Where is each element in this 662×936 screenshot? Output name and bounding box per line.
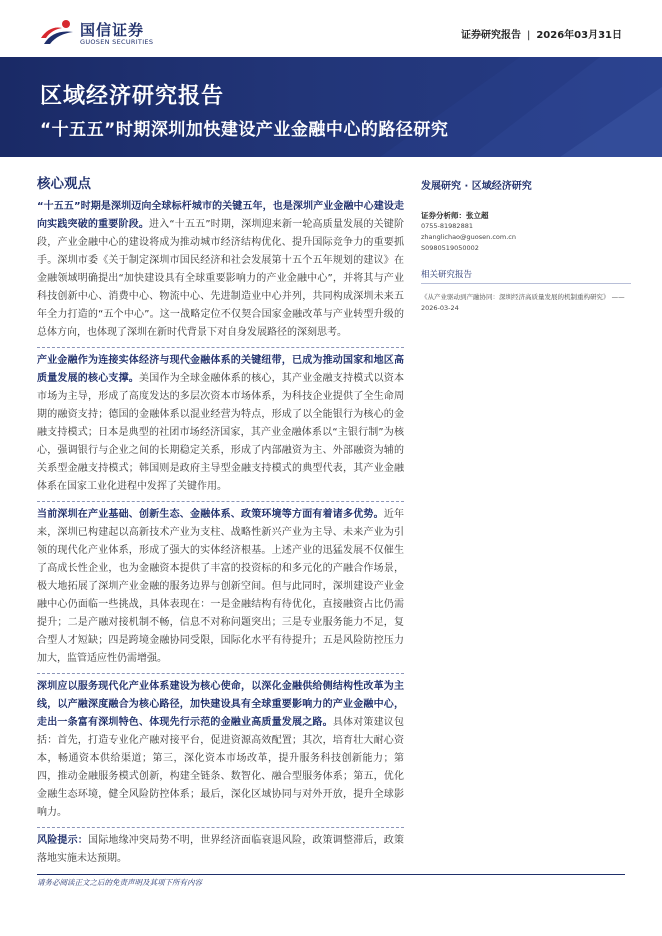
paragraph-highlight: “十五五”时期是深圳迈向全球标杆城市的关键五年，也是深圳产业金融中心建设走向实践突破的重要阶段。 [37, 201, 404, 230]
related-reports-heading: 相关研究报告 [421, 268, 631, 284]
title-banner [0, 57, 662, 157]
paragraph-highlight: 深圳应以服务现代化产业体系建设为核心使命，以深化金融供给侧结构性改革为主线，以产融深度融合为核心路径，加快建设具有全球重要影响力的产业金融中心，走出一条富有深圳特色、体现先行示范的金融业高质量发展之路。 [37, 681, 404, 728]
paragraph-1 [37, 198, 404, 342]
analyst-cert-number: S0980519050002 [421, 244, 479, 252]
related-report-link[interactable]: 《从产业驱动到产融协同：深圳经济高质量发展的机制重构研究》 ——2026-03-24 [421, 293, 625, 312]
analyst-name: 证券分析师：张立超 [421, 211, 489, 220]
report-subtitle: “十五五”时期深圳加快建设产业金融中心的路径研究 [40, 120, 449, 140]
paragraph-4 [37, 678, 404, 822]
divider [37, 501, 404, 502]
report-meta [461, 26, 622, 41]
paragraph-body: 美国作为全球金融体系的核心，其产业金融支持模式以资本市场为主导，形成了高度发达的多层次资本市场体系，为科技企业提供了全生命周期的融资支持；德国的金融体系以混业经营为特点，形成了以全能银行为核心的金融支持模式；日本是典型的社团市场经济国家，其产业金融体系以“主银行制”为核心，强调银行与企业之间的长期稳定关系，形成了内部融资为主、外部融资为辅的关系型金融支持模式；韩国则是政府主导型金融支持模式的典型代表，其产业金融体系在国家工业化进程中发挥了关键作用。 [37, 373, 404, 492]
divider [37, 673, 404, 674]
section-title: 核心观点 [37, 176, 91, 192]
report-date: 2026年03月31日 [536, 30, 622, 41]
logo-english-name: GUOSEN SECURITIES [80, 38, 154, 46]
guosen-logo-icon [40, 18, 74, 46]
divider [37, 827, 404, 828]
paragraph-body: 具体对策建议包括：首先，打造专业化产融对接平台，促进资源高效配置；其次，培育壮大耐心资本，畅通资本供给渠道；第三，深化资本市场改革，提升服务科技创新能力；第四，推动金融服务模式创新，构建全链条、数智化、融合型服务体系；第五，优化金融生态环境，健全风险防控体系；最后，深化区域协同与对外开放，提升全球影响力。 [37, 717, 405, 818]
paragraph-body: 近年来，深圳已构建起以高新技术产业为支柱、战略性新兴产业为主导、未来产业为引领的现代化产业体系，形成了强大的实体经济根基。上述产业的迅猛发展不仅催生了高成长性企业，也为金融资本提供了丰富的投资标的和多元化的产融合作场景，极大地拓展了深圳产业金融的服务边界与创新空间。但与此同时，深圳建设产业金融中心仍面临一些挑战，具体表现在：一是金融结构有待优化，直接融资占比仍需提升；二是产融对接机制不畅，信息不对称问题突出；三是专业服务能力不足，复合型人才短缺；四是跨境金融协同受限，国际化水平有待提升；五是风险防控压力加大，监管适应性仍需增强。 [37, 509, 405, 664]
analyst-phone: 0755-81982881 [421, 222, 473, 230]
core-views [37, 172, 404, 868]
logo [40, 18, 180, 48]
paragraph-highlight: 当前深圳在产业基础、创新生态、金融体系、政策环境等方面有着诸多优势。 [37, 509, 384, 520]
risk-label: 风险提示： [37, 835, 88, 846]
paragraph-2 [37, 352, 404, 496]
report-title: 区域经济研究报告 [40, 84, 225, 109]
logo-chinese-name: 国信证券 [80, 21, 145, 39]
separator: | [526, 30, 531, 41]
analyst-email[interactable]: zhanglichao@guosen.com.cn [421, 233, 516, 241]
divider [37, 347, 404, 348]
paragraph-body: 进入“十五五”时期，深圳迎来新一轮高质量发展的关键阶段，产业金融中心的建设将成为推动城市经济结构优化、提升国际竞争力的重要抓手。深圳市委《关于制定深圳市国民经济和社会发展第十五个五年规划的建议》在金融领域明确提出“加快建设具有全球重要影响力的产业金融中心”，并将其与产业科技创新中心、消费中心、物流中心、先进制造业中心并列，共同构成深圳未来五年全力打造的“五个中心”。这一战略定位不仅契合国家金融改革与产业转型升级的总体方向，也体现了深圳在新时代背景下对自身发展路径的深刻思考。 [37, 219, 404, 338]
paragraph-3 [37, 506, 404, 668]
paragraph-highlight: 产业金融作为连接实体经济与现代金融体系的关键纽带，已成为推动国家和地区高质量发展的核心支撑。 [37, 355, 404, 384]
risk-warning [37, 832, 404, 868]
sidebar [421, 177, 631, 314]
risk-text: 国际地缘冲突局势不明，世界经济面临衰退风险，政策调整滞后，政策落地实施未达预期。 [37, 835, 404, 864]
footer-disclaimer: 请务必阅读正文之后的免责声明及其项下所有内容 [37, 878, 202, 887]
report-type: 证券研究报告 [460, 30, 521, 41]
footer-divider [37, 874, 625, 875]
sidebar-category: 发展研究 · 区域经济研究 [421, 181, 532, 192]
